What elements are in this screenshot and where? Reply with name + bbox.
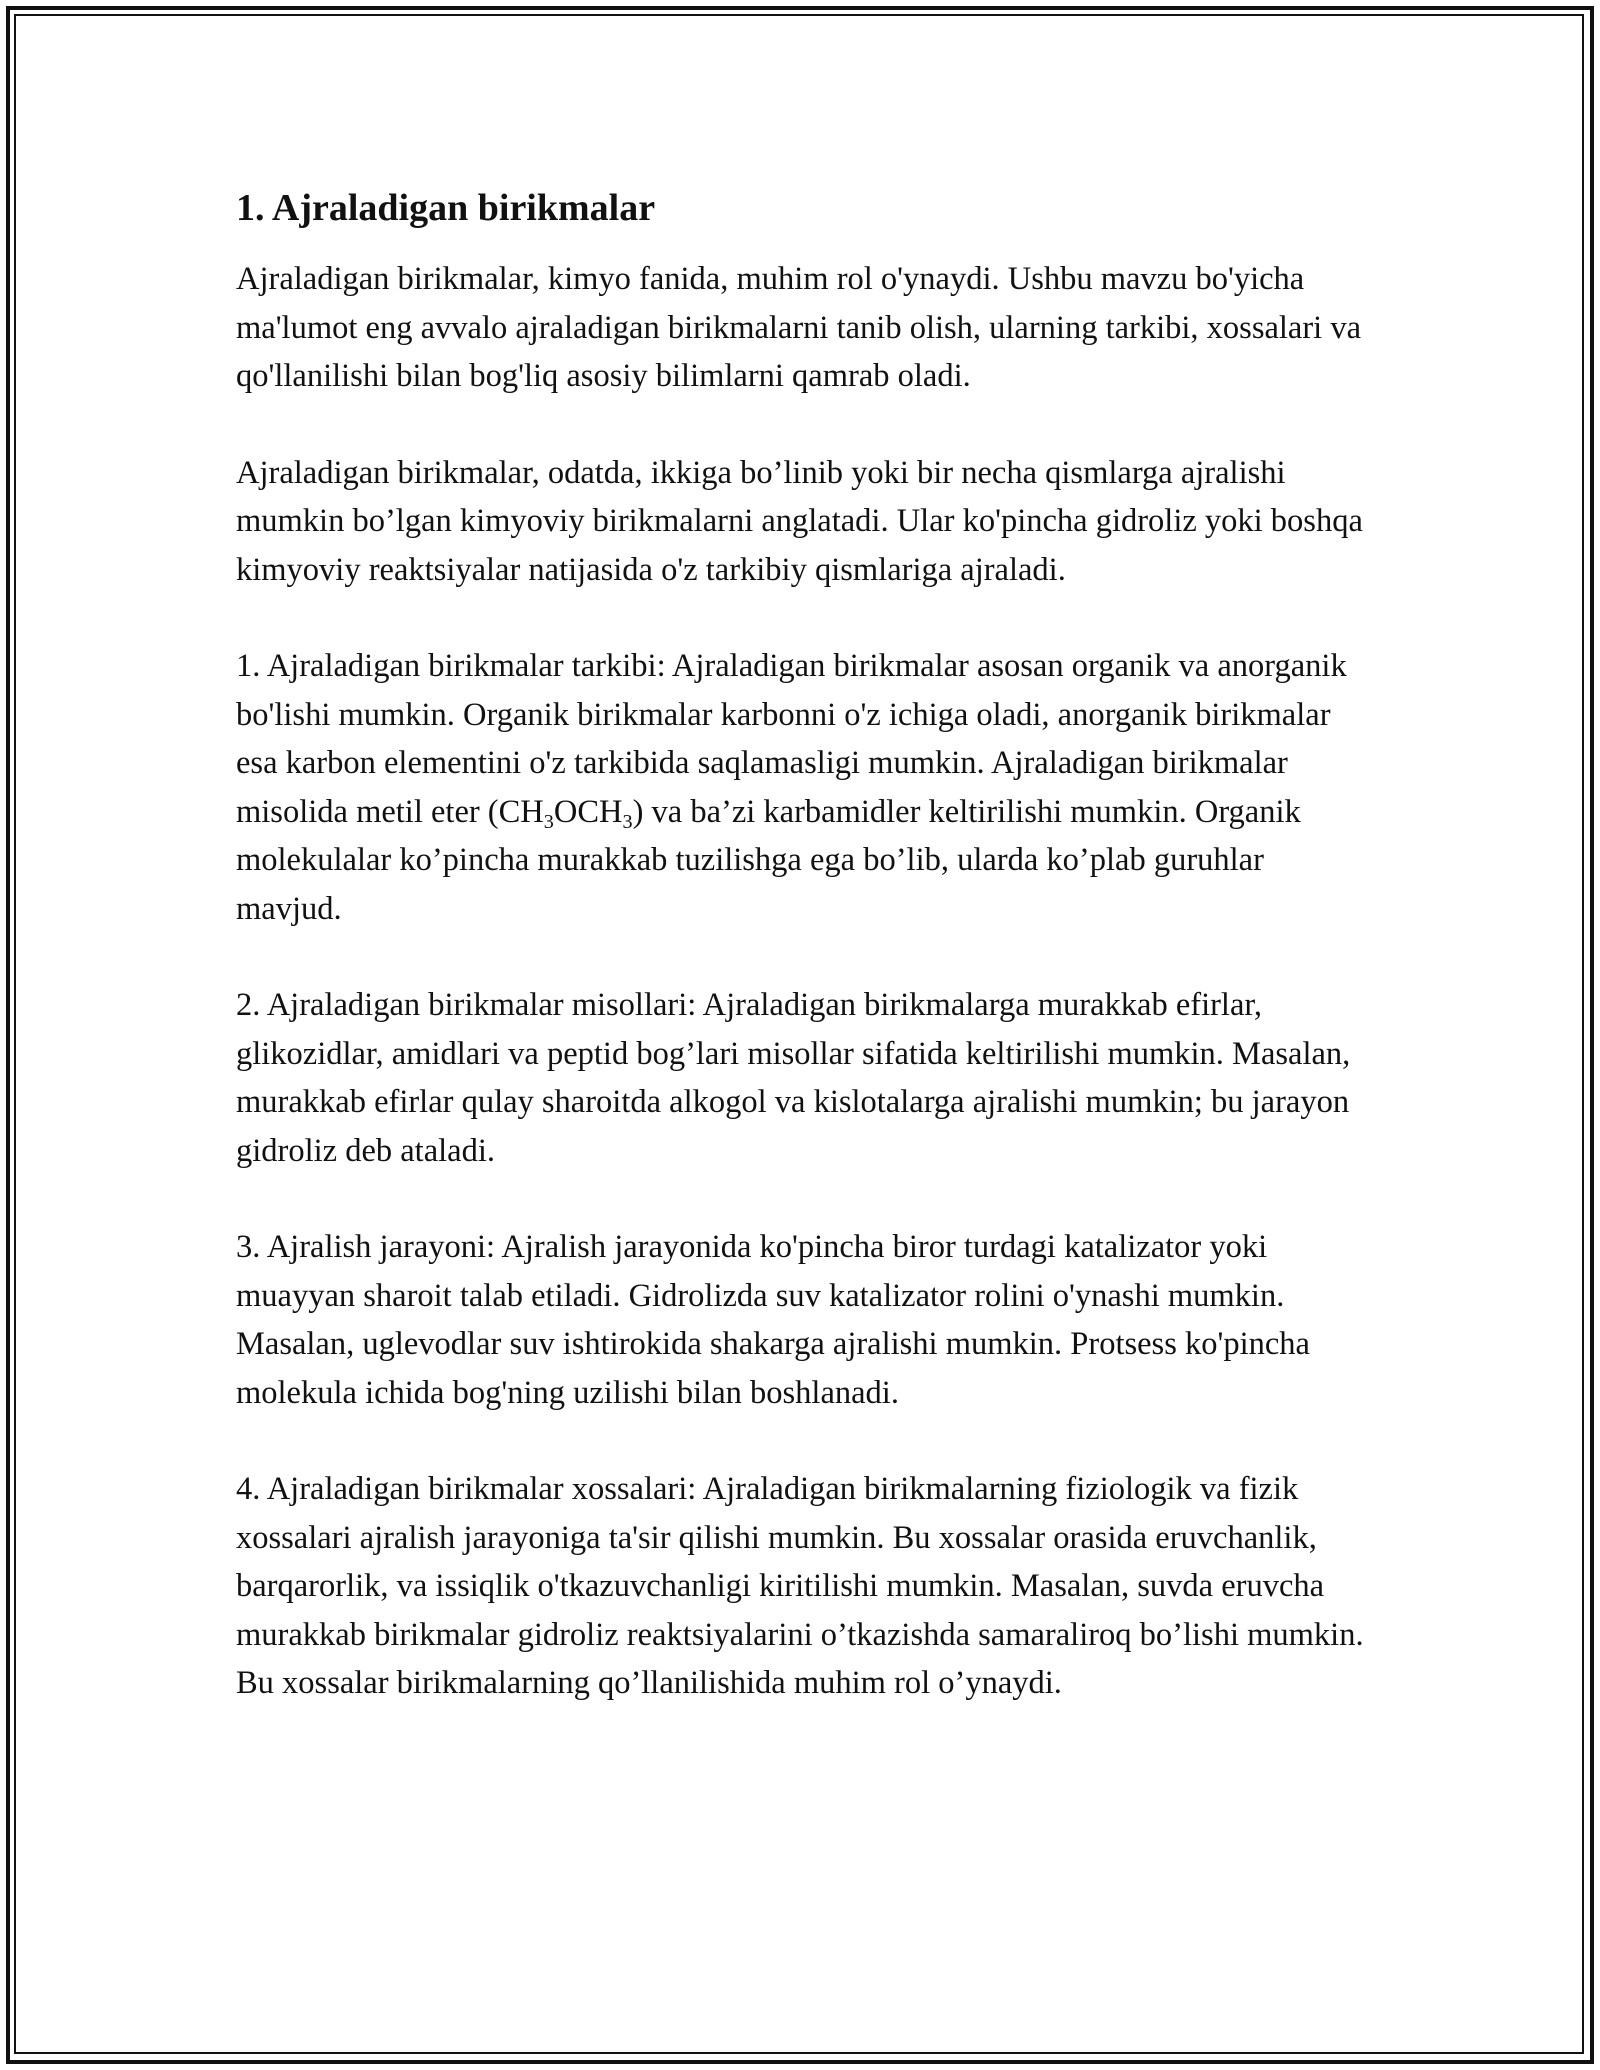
document-body: [236, 184, 1376, 1756]
section-1-paragraph: [236, 642, 1376, 933]
section-1-text-after: ) va ba’zi karbamidler keltirilishi mumkin. Organik molekulalar ko’pincha murakkab tuzilishga ega bo’lib, ularda ko’plab guruhlar mavjud.: [236, 793, 1301, 927]
section-1-text-before: 1. Ajraladigan birikmalar tarkibi: Ajraladigan birikmalar asosan organik va anorganik bo'lishi mumkin. Organik birikmalar karbonni o'z ichiga oladi, anorganik birikmalar esa karbon elementini o'z tarkibida saqlamasligi mumkin. Ajraladigan birikmalar misolida metil eter (CH: [236, 648, 1347, 830]
subscript-3: 3: [622, 810, 633, 833]
intro-paragraph-1: Ajraladigan birikmalar, kimyo fanida, muhim rol o'ynaydi. Ushbu mavzu bo'yicha ma'lumot eng avvalo ajraladigan birikmalarni tanib olish, ularning tarkibi, xossalari va qo'llanilishi bilan bog'liq asosiy bilimlarni qamrab oladi.: [236, 261, 1361, 395]
section-4-paragraph: 4. Ajraladigan birikmalar xossalari: Ajraladigan birikmalarning fiziologik va fizik xossalari ajralish jarayoniga ta'sir qilishi mumkin. Bu xossalar orasida eruvchanlik, barqarorlik, va issiqlik o'tkazuvchanligi kiritilishi mumkin. Masalan, suvda eruvcha murakkab birikmalar gidroliz reaktsiyalarini o’tkazishda samaraliroq bo’lishi mumkin. Bu xossalar birikmalarning qo’llanilishida muhim rol o’ynaydi.: [236, 1471, 1364, 1702]
section-2-paragraph: 2. Ajraladigan birikmalar misollari: Ajraladigan birikmalarga murakkab efirlar, glikozidlar, amidlari va peptid bog’lari misollar sifatida keltirilishi mumkin. Masalan, murakkab efirlar qulay sharoitda alkogol va kislotalarga ajralishi mumkin; bu jarayon gidroliz deb ataladi.: [236, 987, 1351, 1169]
section-3-paragraph: 3. Ajralish jarayoni: Ajralish jarayonida ko'pincha biror turdagi katalizator yoki muayyan sharoit talab etiladi. Gidrolizda suv katalizator rolini o'ynashi mumkin. Masalan, uglevodlar suv ishtirokida shakarga ajralishi mumkin. Protsess ko'pincha molekula ichida bog'ning uzilishi bilan boshlanadi.: [236, 1229, 1310, 1411]
intro-paragraph-2: Ajraladigan birikmalar, odatda, ikkiga bo’linib yoki bir necha qismlarga ajralishi mumkin bo’lgan kimyoviy birikmalarni anglatadi. Ular ko'pincha gidroliz yoki boshqa kimyoviy reaktsiyalar natijasida o'z tarkibiy qismlariga ajraladi.: [236, 454, 1363, 588]
document-title: 1. Ajraladigan birikmalar: [236, 187, 656, 229]
subscript-3: 3: [543, 810, 554, 833]
section-1-text-mid: OCH: [553, 793, 623, 830]
